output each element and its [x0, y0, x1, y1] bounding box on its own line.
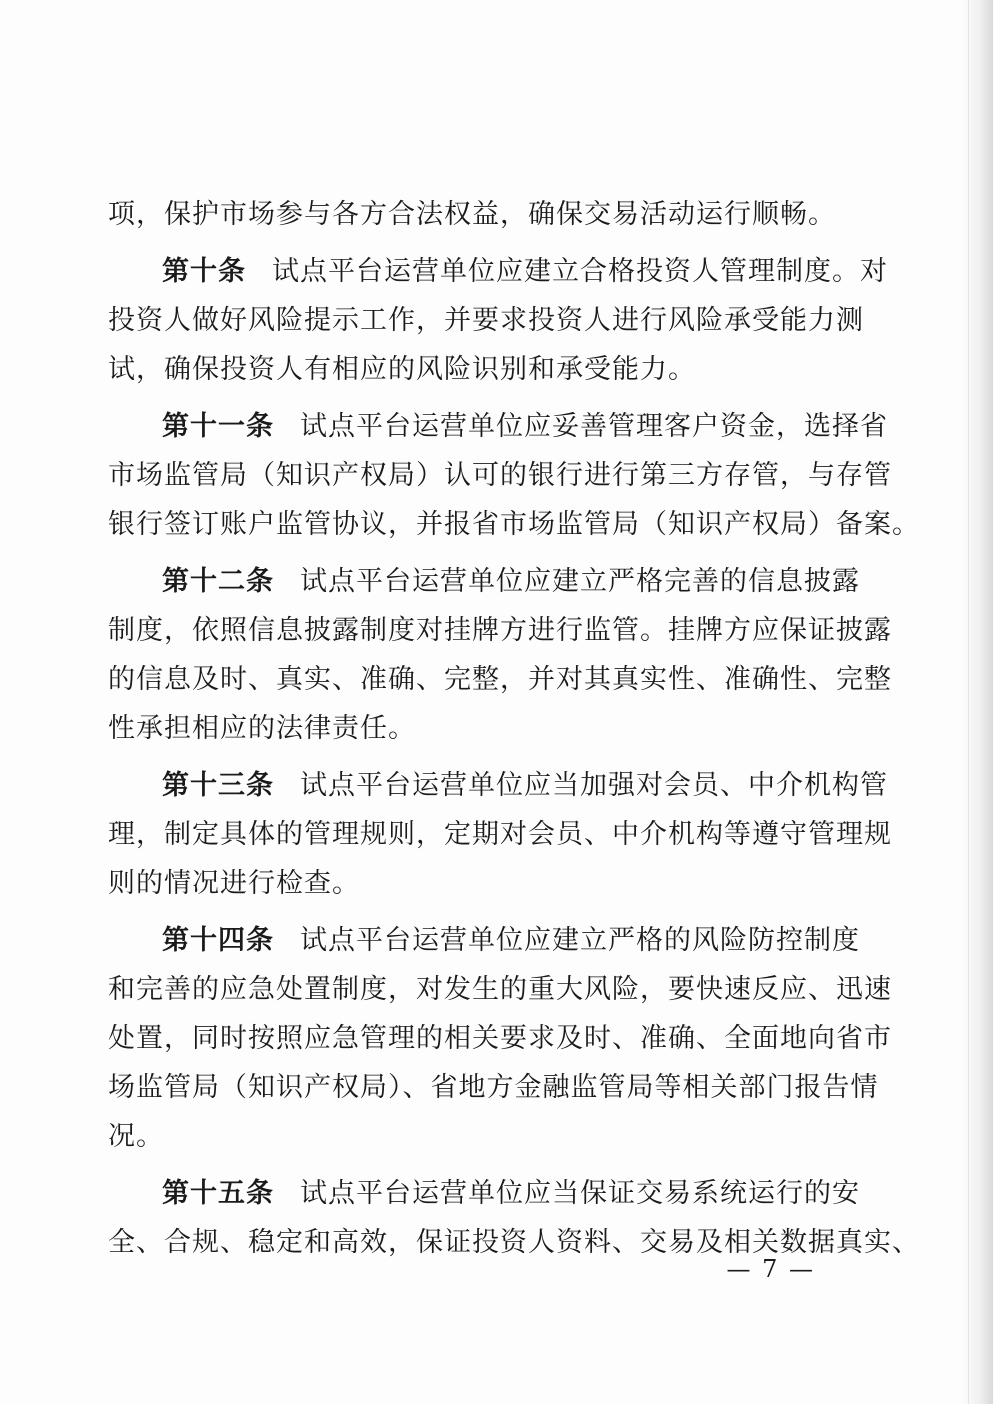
- document-body: [108, 190, 920, 1267]
- article-number: 第十二条: [162, 566, 274, 597]
- line-text: 试点平台运营单位应妥善管理客户资金，选择省: [300, 411, 888, 442]
- line-text: 试，确保投资人有相应的风险识别和承受能力。: [108, 354, 696, 385]
- line-text: 项，保护市场参与各方合法权益，确保交易活动运行顺畅。: [108, 199, 836, 230]
- article-number: 第十条: [162, 256, 246, 287]
- line-text: 处置，同时按照应急管理的相关要求及时、准确、全面地向省市: [108, 1023, 892, 1054]
- line-text: 和完善的应急处置制度，对发生的重大风险，要快速反应、迅速: [108, 974, 892, 1005]
- article-number: 第十五条: [162, 1178, 274, 1209]
- text-line: [108, 190, 839, 239]
- line-text: 试点平台运营单位应建立合格投资人管理制度。对: [272, 256, 888, 287]
- scan-edge-line: [968, 0, 969, 1404]
- text-line: [108, 451, 892, 500]
- line-text: 的信息及时、真实、准确、完整，并对其真实性、准确性、完整: [108, 664, 892, 695]
- line-text: 试点平台运营单位应当加强对会员、中介机构管: [300, 770, 888, 801]
- line-text: 场监管局（知识产权局）、省地方金融监管局等相关部门报告情: [108, 1072, 879, 1103]
- line-text: 况。: [108, 1121, 164, 1152]
- text-line: [108, 704, 839, 753]
- line-text: 投资人做好风险提示工作，并要求投资人进行风险承受能力测: [108, 305, 864, 336]
- line-text: 制度，依照信息披露制度对挂牌方进行监管。挂牌方应保证披露: [108, 615, 892, 646]
- article-heading-line: [108, 557, 860, 606]
- article-number: 第十四条: [162, 925, 274, 956]
- line-text: 则的情况进行检查。: [108, 868, 360, 899]
- text-line: [108, 810, 892, 859]
- text-line: [108, 859, 839, 908]
- page-number: — 7 —: [726, 1255, 815, 1283]
- line-text: 全、合规、稳定和高效，保证投资人资料、交易及相关数据真实、: [108, 1227, 920, 1258]
- text-line: [108, 500, 920, 549]
- line-text: 试点平台运营单位应建立严格的风险防控制度: [300, 925, 860, 956]
- article-heading-line: [108, 1169, 860, 1218]
- text-line: [108, 296, 864, 345]
- text-line: [108, 345, 839, 394]
- line-text: 试点平台运营单位应当保证交易系统运行的安: [300, 1178, 860, 1209]
- line-text: 性承担相应的法律责任。: [108, 713, 416, 744]
- article-heading-line: [108, 247, 888, 296]
- article-number: 第十三条: [162, 770, 274, 801]
- text-line: [108, 1014, 892, 1063]
- text-line: [108, 965, 892, 1014]
- text-line: [108, 1063, 879, 1112]
- article-heading-line: [108, 761, 888, 810]
- text-line: [108, 655, 892, 704]
- line-text: 试点平台运营单位应建立严格完善的信息披露: [300, 566, 860, 597]
- article-heading-line: [108, 402, 888, 451]
- line-text: 银行签订账户监管协议，并报省市场监管局（知识产权局）备案。: [108, 509, 920, 540]
- article-number: 第十一条: [162, 411, 274, 442]
- text-line: [108, 606, 892, 655]
- scan-edge-shadow: [961, 0, 993, 1404]
- line-text: 理，制定具体的管理规则，定期对会员、中介机构等遵守管理规: [108, 819, 892, 850]
- text-line: [108, 1112, 839, 1161]
- line-text: 市场监管局（知识产权局）认可的银行进行第三方存管，与存管: [108, 460, 892, 491]
- article-heading-line: [108, 916, 860, 965]
